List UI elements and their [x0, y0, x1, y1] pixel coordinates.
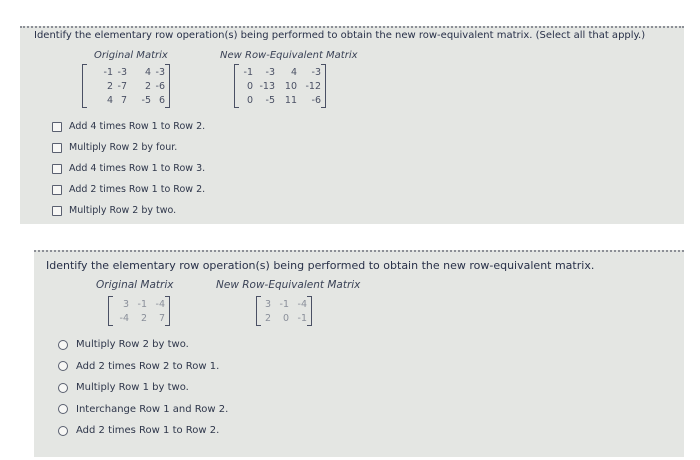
- matrix-cell: 7: [158, 312, 165, 324]
- matrix-cell: -7: [117, 80, 127, 92]
- matrix-cell: -5: [265, 94, 275, 106]
- answer-option-label: Multiply Row 2 by four.: [69, 142, 178, 153]
- radio-button[interactable]: [58, 426, 68, 436]
- matrix-cell: -1: [297, 312, 307, 324]
- matrix-cell: -1: [243, 66, 253, 78]
- radio-button[interactable]: [58, 340, 68, 350]
- matrix-cell: -1: [103, 66, 113, 78]
- answer-option-label: Interchange Row 1 and Row 2.: [76, 403, 229, 415]
- answer-option[interactable]: [52, 137, 205, 158]
- answer-option[interactable]: [52, 116, 205, 137]
- matrix-cell: -3: [117, 66, 127, 78]
- answer-option-label: Add 4 times Row 1 to Row 3.: [69, 163, 206, 174]
- answer-option[interactable]: [58, 334, 228, 356]
- matrix-cell: -4: [155, 298, 165, 310]
- matrix-cell: 0: [246, 80, 253, 92]
- checkbox[interactable]: [52, 164, 62, 174]
- matrix-row: [239, 93, 321, 107]
- matrix-cell: 2: [144, 80, 151, 92]
- answer-option[interactable]: [58, 356, 228, 378]
- radio-button[interactable]: [58, 383, 68, 393]
- matrix-cell: 7: [120, 94, 127, 106]
- matrix-cell: 4: [106, 94, 113, 106]
- matrix-cell: 11: [284, 94, 297, 106]
- matrix-cell: 2: [140, 312, 147, 324]
- matrix-cell: -4: [297, 298, 307, 310]
- answer-option-label: Add 2 times Row 1 to Row 2.: [69, 184, 206, 195]
- matrix-cell: 3: [264, 298, 271, 310]
- question-1-text: Identify the elementary row operation(s) being performed to obtain the new row-equivalent matrix. (Select all that apply.): [34, 30, 646, 41]
- matrix-cell: -5: [141, 94, 151, 106]
- matrix-cell: -4: [119, 312, 129, 324]
- matrix-cell: 4: [290, 66, 297, 78]
- matrix-row: [113, 311, 165, 325]
- matrix-cell: -13: [259, 80, 275, 92]
- matrix-row: [261, 297, 307, 311]
- answer-option[interactable]: [58, 399, 228, 421]
- question-2-text: Identify the elementary row operation(s) being performed to obtain the new row-equivalent matrix.: [46, 259, 595, 272]
- matrix-cell: 4: [144, 66, 151, 78]
- matrix-row: [87, 65, 165, 79]
- answer-options: [52, 116, 205, 221]
- original-matrix-label: Original Matrix: [96, 279, 174, 291]
- matrix-row: [113, 297, 165, 311]
- matrix-cell: -12: [305, 80, 321, 92]
- matrix-row: [87, 79, 165, 93]
- matrix-cell: -6: [155, 80, 165, 92]
- answer-option-label: Multiply Row 2 by two.: [76, 339, 189, 351]
- answer-option-label: Add 4 times Row 1 to Row 2.: [69, 121, 206, 132]
- matrix-row: [261, 311, 307, 325]
- matrix-cell: -1: [279, 298, 289, 310]
- answer-option-label: Multiply Row 1 by two.: [76, 382, 189, 394]
- matrix-cell: 0: [282, 312, 289, 324]
- matrix-cell: -3: [265, 66, 275, 78]
- matrix-cell: 2: [106, 80, 113, 92]
- checkbox[interactable]: [52, 185, 62, 195]
- matrix-cell: -1: [137, 298, 147, 310]
- checkbox[interactable]: [52, 143, 62, 153]
- matrix-cell: -3: [311, 66, 321, 78]
- new-matrix-label: New Row-Equivalent Matrix: [220, 50, 358, 61]
- new-matrix: [234, 64, 326, 108]
- question-2-panel: [34, 250, 684, 457]
- matrix-cell: 2: [264, 312, 271, 324]
- answer-option-label: Multiply Row 2 by two.: [69, 205, 177, 216]
- original-matrix: [82, 64, 170, 108]
- matrix-cell: 10: [284, 80, 297, 92]
- matrix-row: [239, 65, 321, 79]
- answer-option[interactable]: [58, 377, 228, 399]
- original-matrix: [108, 296, 170, 326]
- radio-button[interactable]: [58, 404, 68, 414]
- radio-button[interactable]: [58, 361, 68, 371]
- checkbox[interactable]: [52, 206, 62, 216]
- matrix-cell: -3: [155, 66, 165, 78]
- matrix-cell: 6: [158, 94, 165, 106]
- new-matrix: [256, 296, 312, 326]
- answer-option[interactable]: [52, 200, 205, 221]
- answer-option-label: Add 2 times Row 1 to Row 2.: [76, 425, 220, 437]
- original-matrix-label: Original Matrix: [94, 50, 168, 61]
- matrix-cell: 3: [122, 298, 129, 310]
- answer-option[interactable]: [52, 158, 205, 179]
- answer-option[interactable]: [58, 420, 228, 442]
- matrix-row: [87, 93, 165, 107]
- matrix-row: [239, 79, 321, 93]
- question-1-panel: [20, 26, 684, 224]
- matrix-cell: -6: [311, 94, 321, 106]
- answer-options: [58, 334, 228, 442]
- new-matrix-label: New Row-Equivalent Matrix: [216, 279, 361, 291]
- answer-option[interactable]: [52, 179, 205, 200]
- matrix-cell: 0: [246, 94, 253, 106]
- checkbox[interactable]: [52, 122, 62, 132]
- answer-option-label: Add 2 times Row 2 to Row 1.: [76, 360, 220, 372]
